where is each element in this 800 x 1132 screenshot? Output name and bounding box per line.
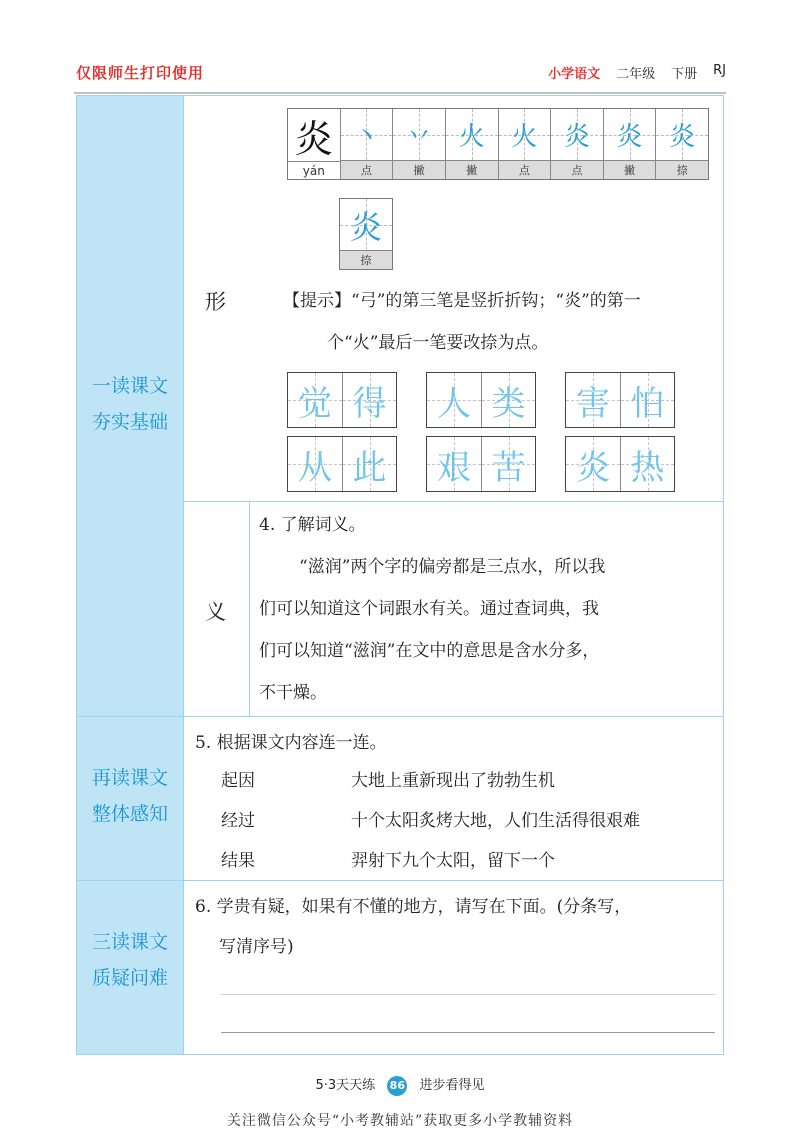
meaning-line: 们可以知道“滋润”在文中的意思是含水分多， bbox=[259, 641, 600, 661]
stroke-glyph: 丷 bbox=[406, 122, 433, 153]
stroke-cell bbox=[498, 109, 551, 179]
word-char: 此 bbox=[352, 447, 387, 488]
stroke-glyph: 火 bbox=[458, 122, 485, 153]
word-char: 人 bbox=[437, 383, 471, 424]
sub-divider bbox=[249, 502, 250, 716]
question-6: 6. 学贵有疑，如果有不懂的地方，请写在下面。(分条写， bbox=[195, 897, 632, 917]
promo-note: 关注微信公众号“小考教辅站”获取更多小学教辅资料 bbox=[226, 1113, 574, 1129]
stroke-name: 捺 bbox=[656, 160, 708, 179]
book-info bbox=[548, 63, 726, 82]
word-grid bbox=[426, 372, 536, 428]
meaning-line: 不干燥。 bbox=[259, 683, 327, 703]
column-divider bbox=[183, 96, 184, 1054]
worksheet-table bbox=[76, 95, 724, 1055]
word-char: 觉 bbox=[298, 383, 332, 424]
word-char: 得 bbox=[352, 383, 387, 424]
hint-line: 【提示】“弓”的第三笔是竖折折钩；“炎”的第一 bbox=[283, 291, 641, 311]
connect-right[interactable]: 羿射下九个太阳，留下一个 bbox=[351, 851, 555, 871]
section-label-line: 整体感知 bbox=[91, 803, 168, 825]
print-notice: 仅限师生打印使用 bbox=[76, 64, 205, 82]
word-grid bbox=[426, 436, 536, 492]
answer-line[interactable] bbox=[221, 1032, 715, 1033]
connect-left[interactable]: 经过 bbox=[221, 811, 255, 831]
connect-left[interactable]: 起因 bbox=[221, 771, 255, 791]
answer-line[interactable] bbox=[221, 994, 715, 995]
word-char: 怕 bbox=[630, 383, 665, 424]
grade: 二年级 bbox=[616, 67, 656, 82]
stroke-cell bbox=[340, 109, 393, 179]
question-5: 5. 根据课文内容连一连。 bbox=[195, 733, 387, 753]
character: 炎 bbox=[294, 116, 333, 161]
stroke-glyph: 炎 bbox=[616, 122, 643, 153]
row-divider bbox=[183, 501, 724, 502]
stroke-name: 点 bbox=[341, 160, 393, 179]
stroke-name: 撇 bbox=[604, 160, 656, 179]
question-6-cont: 写清序号) bbox=[219, 937, 294, 957]
section-label-line: 再读课文 bbox=[91, 767, 168, 789]
stroke-name: 点 bbox=[499, 160, 551, 179]
stroke-cell bbox=[603, 109, 656, 179]
section-label-1 bbox=[77, 368, 183, 440]
stroke-order-table bbox=[287, 108, 709, 180]
stroke-cell bbox=[445, 109, 498, 179]
hint-line: 个“火”最后一笔要改捺为点。 bbox=[327, 333, 549, 353]
word-char: 热 bbox=[630, 447, 665, 488]
page-number: 86 bbox=[387, 1076, 407, 1096]
slogan: 进步看得见 bbox=[419, 1078, 485, 1093]
word-grid bbox=[565, 436, 675, 492]
section-label-2 bbox=[77, 760, 183, 832]
stroke-glyph: 丶 bbox=[353, 122, 380, 153]
edition: RJ bbox=[713, 63, 726, 78]
word-char: 炎 bbox=[576, 447, 610, 488]
stroke-glyph: 火 bbox=[511, 122, 538, 153]
stroke-name: 撇 bbox=[446, 160, 498, 179]
section-divider bbox=[77, 880, 724, 881]
section-label-3 bbox=[77, 924, 183, 996]
form-label: 形 bbox=[205, 290, 226, 314]
section-label-line: 一读课文 bbox=[91, 375, 168, 397]
connect-right[interactable]: 大地上重新现出了勃勃生机 bbox=[351, 771, 555, 791]
section-column bbox=[77, 96, 183, 1054]
stroke-name: 捺 bbox=[340, 250, 392, 269]
stroke-cell bbox=[655, 109, 708, 179]
stroke-glyph: 炎 bbox=[669, 122, 696, 153]
meaning-line: 们可以知道这个词跟水有关。通过查词典，我 bbox=[259, 599, 599, 619]
word-char: 苦 bbox=[491, 447, 526, 488]
stroke-cell bbox=[392, 109, 445, 179]
header-divider bbox=[74, 92, 726, 94]
connect-left[interactable]: 结果 bbox=[221, 851, 255, 871]
section-divider bbox=[77, 716, 724, 717]
pinyin: yán bbox=[288, 161, 340, 179]
stroke-name: 点 bbox=[551, 160, 603, 179]
word-char: 从 bbox=[298, 447, 332, 488]
section-label-line: 三读课文 bbox=[91, 931, 168, 953]
word-char: 类 bbox=[491, 383, 526, 424]
word-grid bbox=[287, 372, 397, 428]
word-char: 艰 bbox=[437, 447, 471, 488]
question-4: 4. 了解词义。 bbox=[259, 515, 366, 535]
section-label-line: 夯实基础 bbox=[91, 411, 168, 433]
word-grid bbox=[287, 436, 397, 492]
meaning-line: “滋润”两个字的偏旁都是三点水，所以我 bbox=[299, 557, 606, 577]
stroke-cell-char bbox=[288, 109, 340, 179]
stroke-single-box bbox=[339, 198, 393, 270]
word-grid bbox=[565, 372, 675, 428]
meaning-label: 义 bbox=[205, 600, 226, 624]
word-char: 害 bbox=[576, 383, 610, 424]
stroke-cell bbox=[550, 109, 603, 179]
stroke-name: 撇 bbox=[393, 160, 445, 179]
page-footer bbox=[0, 1074, 800, 1096]
connect-right[interactable]: 十个太阳炙烤大地，人们生活得很艰难 bbox=[351, 811, 640, 831]
volume: 下册 bbox=[671, 67, 698, 82]
stroke-glyph: 炎 bbox=[563, 122, 590, 153]
stroke-glyph: 炎 bbox=[349, 207, 382, 246]
subject: 小学语文 bbox=[548, 67, 601, 82]
series-name: 5·3天天练 bbox=[315, 1078, 376, 1093]
section-label-line: 质疑问难 bbox=[91, 967, 168, 989]
